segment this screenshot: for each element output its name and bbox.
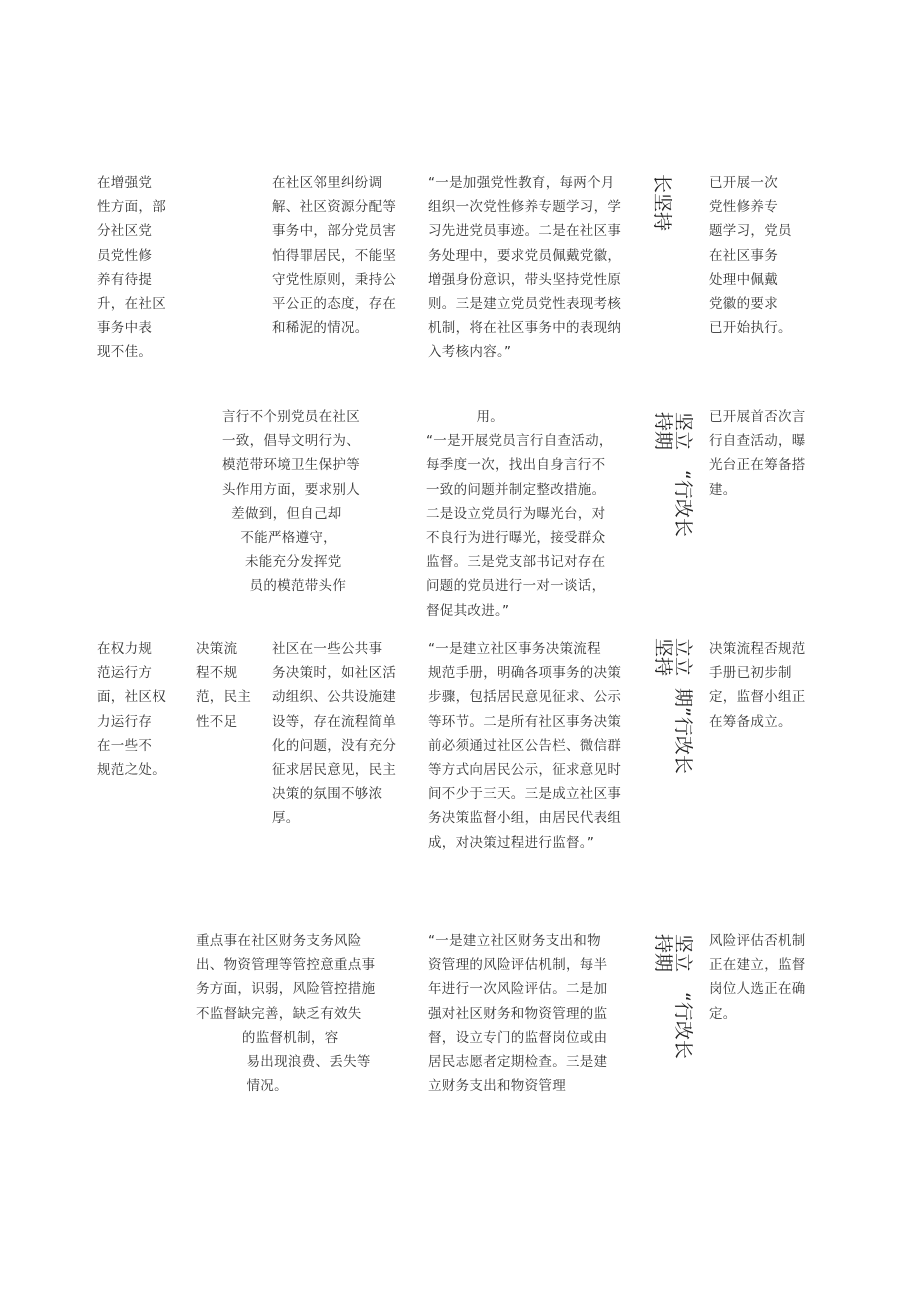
row1-problem: 在增强党 性方面，部 分社区党 员党性修 养有待提 升，在社区 事务中表 现不佳。 [97, 175, 166, 361]
row4-status: 风险评估否机制 正在建立，监督 岗位人选正在确 定。 [709, 933, 806, 1022]
row3-measures: “一是建立社区事务决策流程 规范手册，明确各项事务的决策 步骤，包括居民意见征求、公示 等环节。二是所有社区事务决策 前必须通过社区公告栏、微信群 等方式向居民公示，征求意见时 间不少于三天。三是成立社区事 务决策监督小组，由居民代表组 成，对决策过程进行监督。” [428, 641, 622, 851]
row1-deadline: 长坚持 [651, 174, 673, 232]
row4-deadline-a: 坚立 持期 [652, 934, 694, 973]
row3-deadline-a: 立立 坚持 [652, 638, 694, 677]
row2-deadline-a: 坚立 持期 [652, 412, 694, 451]
row2-deadline-b: “行改长 [672, 470, 694, 537]
row4-deadline-b: “行改长 [672, 992, 694, 1059]
row1-detail: 在社区邻里纠纷调 解、社区资源分配等 事务中，部分党员害 怕得罪居民，不能坚 守党性原则，秉持公 平公正的态度，存在 和稀泥的情况。 [272, 175, 397, 337]
row4-detail: 重点事在社区财务支务风险 出、物资管理等管控意重点事 务方面，识弱，风险管控措施 不监督缺完善，缺乏有效失 的监督机制，容 易出现浪费、丢失等 情况。 [196, 933, 376, 1095]
row3-problem: 在权力规 范运行方 面，社区权 力运行存 在一些不 规范之处。 [97, 641, 166, 779]
row3-status: 决策流程否规范 手册已初步制 定，监督小组正 在筹备成立。 [709, 641, 806, 730]
row3-subproblem: 决策流 程不规 范，民主 性不足 [196, 641, 252, 730]
row2-measures: 用。 “一是开展党员言行自查活动， 每季度一次，找出自身言行不 一致的问题并制定整改措施。 二是设立党员行为曝光台，对 不良行为进行曝光，接受群众 监督。三是党支部书记对存在 问题的党员进行一对一谈话， 督促其改进。” [426, 409, 613, 619]
row2-status: 已开展首否次言 行自查活动，曝 光台正在筹备搭 建。 [709, 409, 806, 498]
row4-measures: “一是建立社区财务支出和物 资管理的风险评估机制，每半 年进行一次风险评估。二是加 强对社区财务和物资管理的监 督，设立专门的监督岗位或由 居民志愿者定期检查。三是建 立财务支出和物资管理 [428, 933, 608, 1095]
row1-measures: “一是加强党性教育，每两个月 组织一次党性修养专题学习，学 习先进党员事迹。二是在社区事 务处理中，要求党员佩戴党徽， 增强身份意识，带头坚持党性原 则。三是建立党员党性表现考核 机制，将在社区事务中的表现纳 入考核内容。” [428, 175, 622, 361]
row3-deadline-b: 期”行改长 [672, 688, 694, 774]
row1-status: 已开展一次 党性修养专 题学习，党员 在社区事务 处理中佩戴 党徽的要求 已开始执行。 [709, 175, 792, 337]
row2-detail: 言行不个别党员在社区 一致，倡导文明行为、 模范带环境卫生保护等 头作用方面，要求别人 差做到，但自己却 不能严格遵守， 未能充分发挥党 员的模范带头作 [222, 409, 360, 595]
row3-detail: 社区在一些公共事 务决策时，如社区活 动组织、公共设施建 设等，存在流程简单 化的问题，没有充分 征求居民意见，民主 决策的氛围不够浓 厚。 [272, 641, 397, 827]
